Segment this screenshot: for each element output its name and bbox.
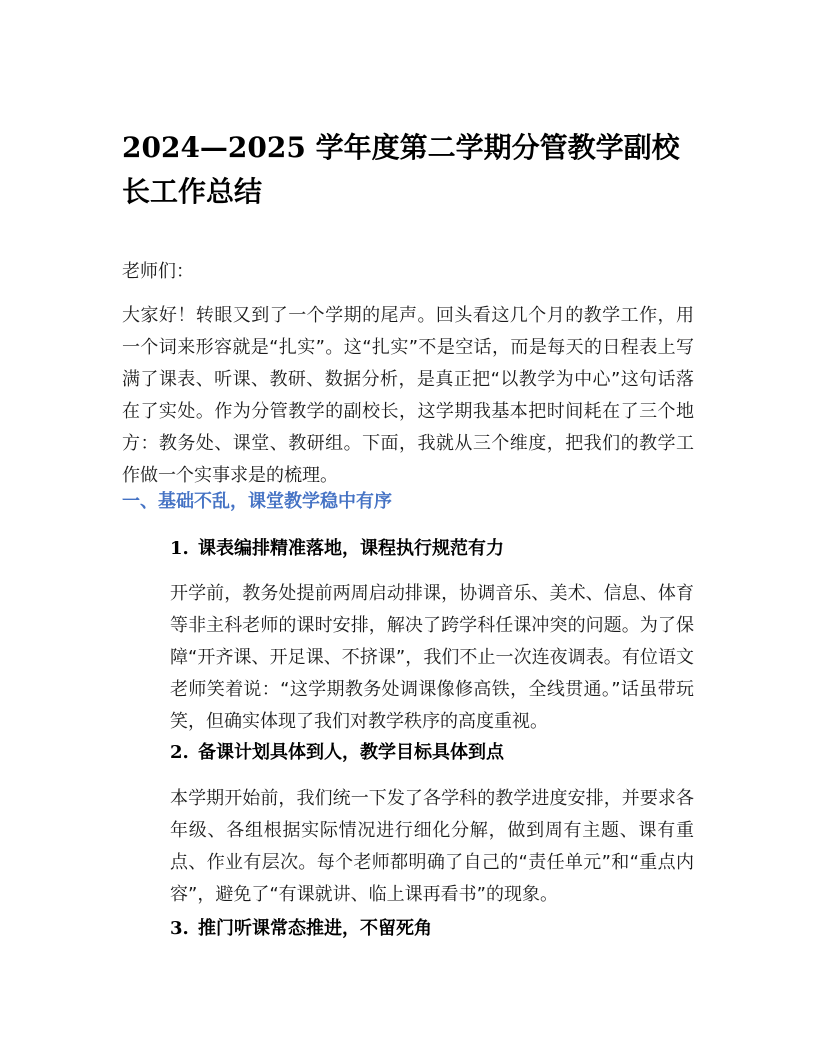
sub-paragraph-2: 本学期开始前，我们统一下发了各学科的教学进度安排，并要求各年级、各组根据实际情况进行细化分解，做到周有主题、课有重点、作业有层次。每个老师都明确了自己的“责任单元”和“重点内容”，避免了“有课就讲、临上课再看书”的现象。 [170, 788, 694, 905]
sub-heading-1 [170, 533, 700, 565]
document-title: 2024—2025 学年度第二学期分管教学副校长工作总结 [122, 131, 680, 208]
sub-heading-text: 推门听课常态推进，不留死角 [198, 918, 432, 939]
sub-paragraph-1: 开学前，教务处提前两周启动排课，协调音乐、美术、信息、体育等非主科老师的课时安排，解决了跨学科任课冲突的问题。为了保障“开齐课、开足课、不挤课”，我们不止一次连夜调表。有位语文老师笑着说：“这学期教务处调课像修高铁，全线贯通。”话虽带玩笑，但确实体现了我们对教学秩序的高度重视。 [170, 583, 694, 732]
sub-heading-2 [170, 737, 700, 769]
salutation: 老师们： [122, 261, 194, 282]
section-heading-1: 一、基础不乱，课堂教学稳中有序 [122, 491, 392, 512]
sub-heading-text: 备课计划具体到人，教学目标具体到点 [198, 742, 504, 763]
intro-paragraph: 大家好！转眼又到了一个学期的尾声。回头看这几个月的教学工作，用一个词来形容就是“扎实”。这“扎实”不是空话，而是每天的日程表上写满了课表、听课、教研、数据分析，是真正把“以教学为中心”这句话落在了实处。作为分管教学的副校长，这学期我基本把时间耗在了三个地方：教务处、课堂、教研组。下面，我就从三个维度，把我们的教学工作做一个实事求是的梳理。 [122, 305, 694, 486]
item-number: 3. [170, 918, 189, 939]
sub-heading-text: 课表编排精准落地，课程执行规范有力 [198, 538, 504, 559]
item-number: 2. [170, 742, 189, 763]
sub-heading-3 [170, 913, 700, 945]
item-number: 1. [170, 538, 189, 559]
